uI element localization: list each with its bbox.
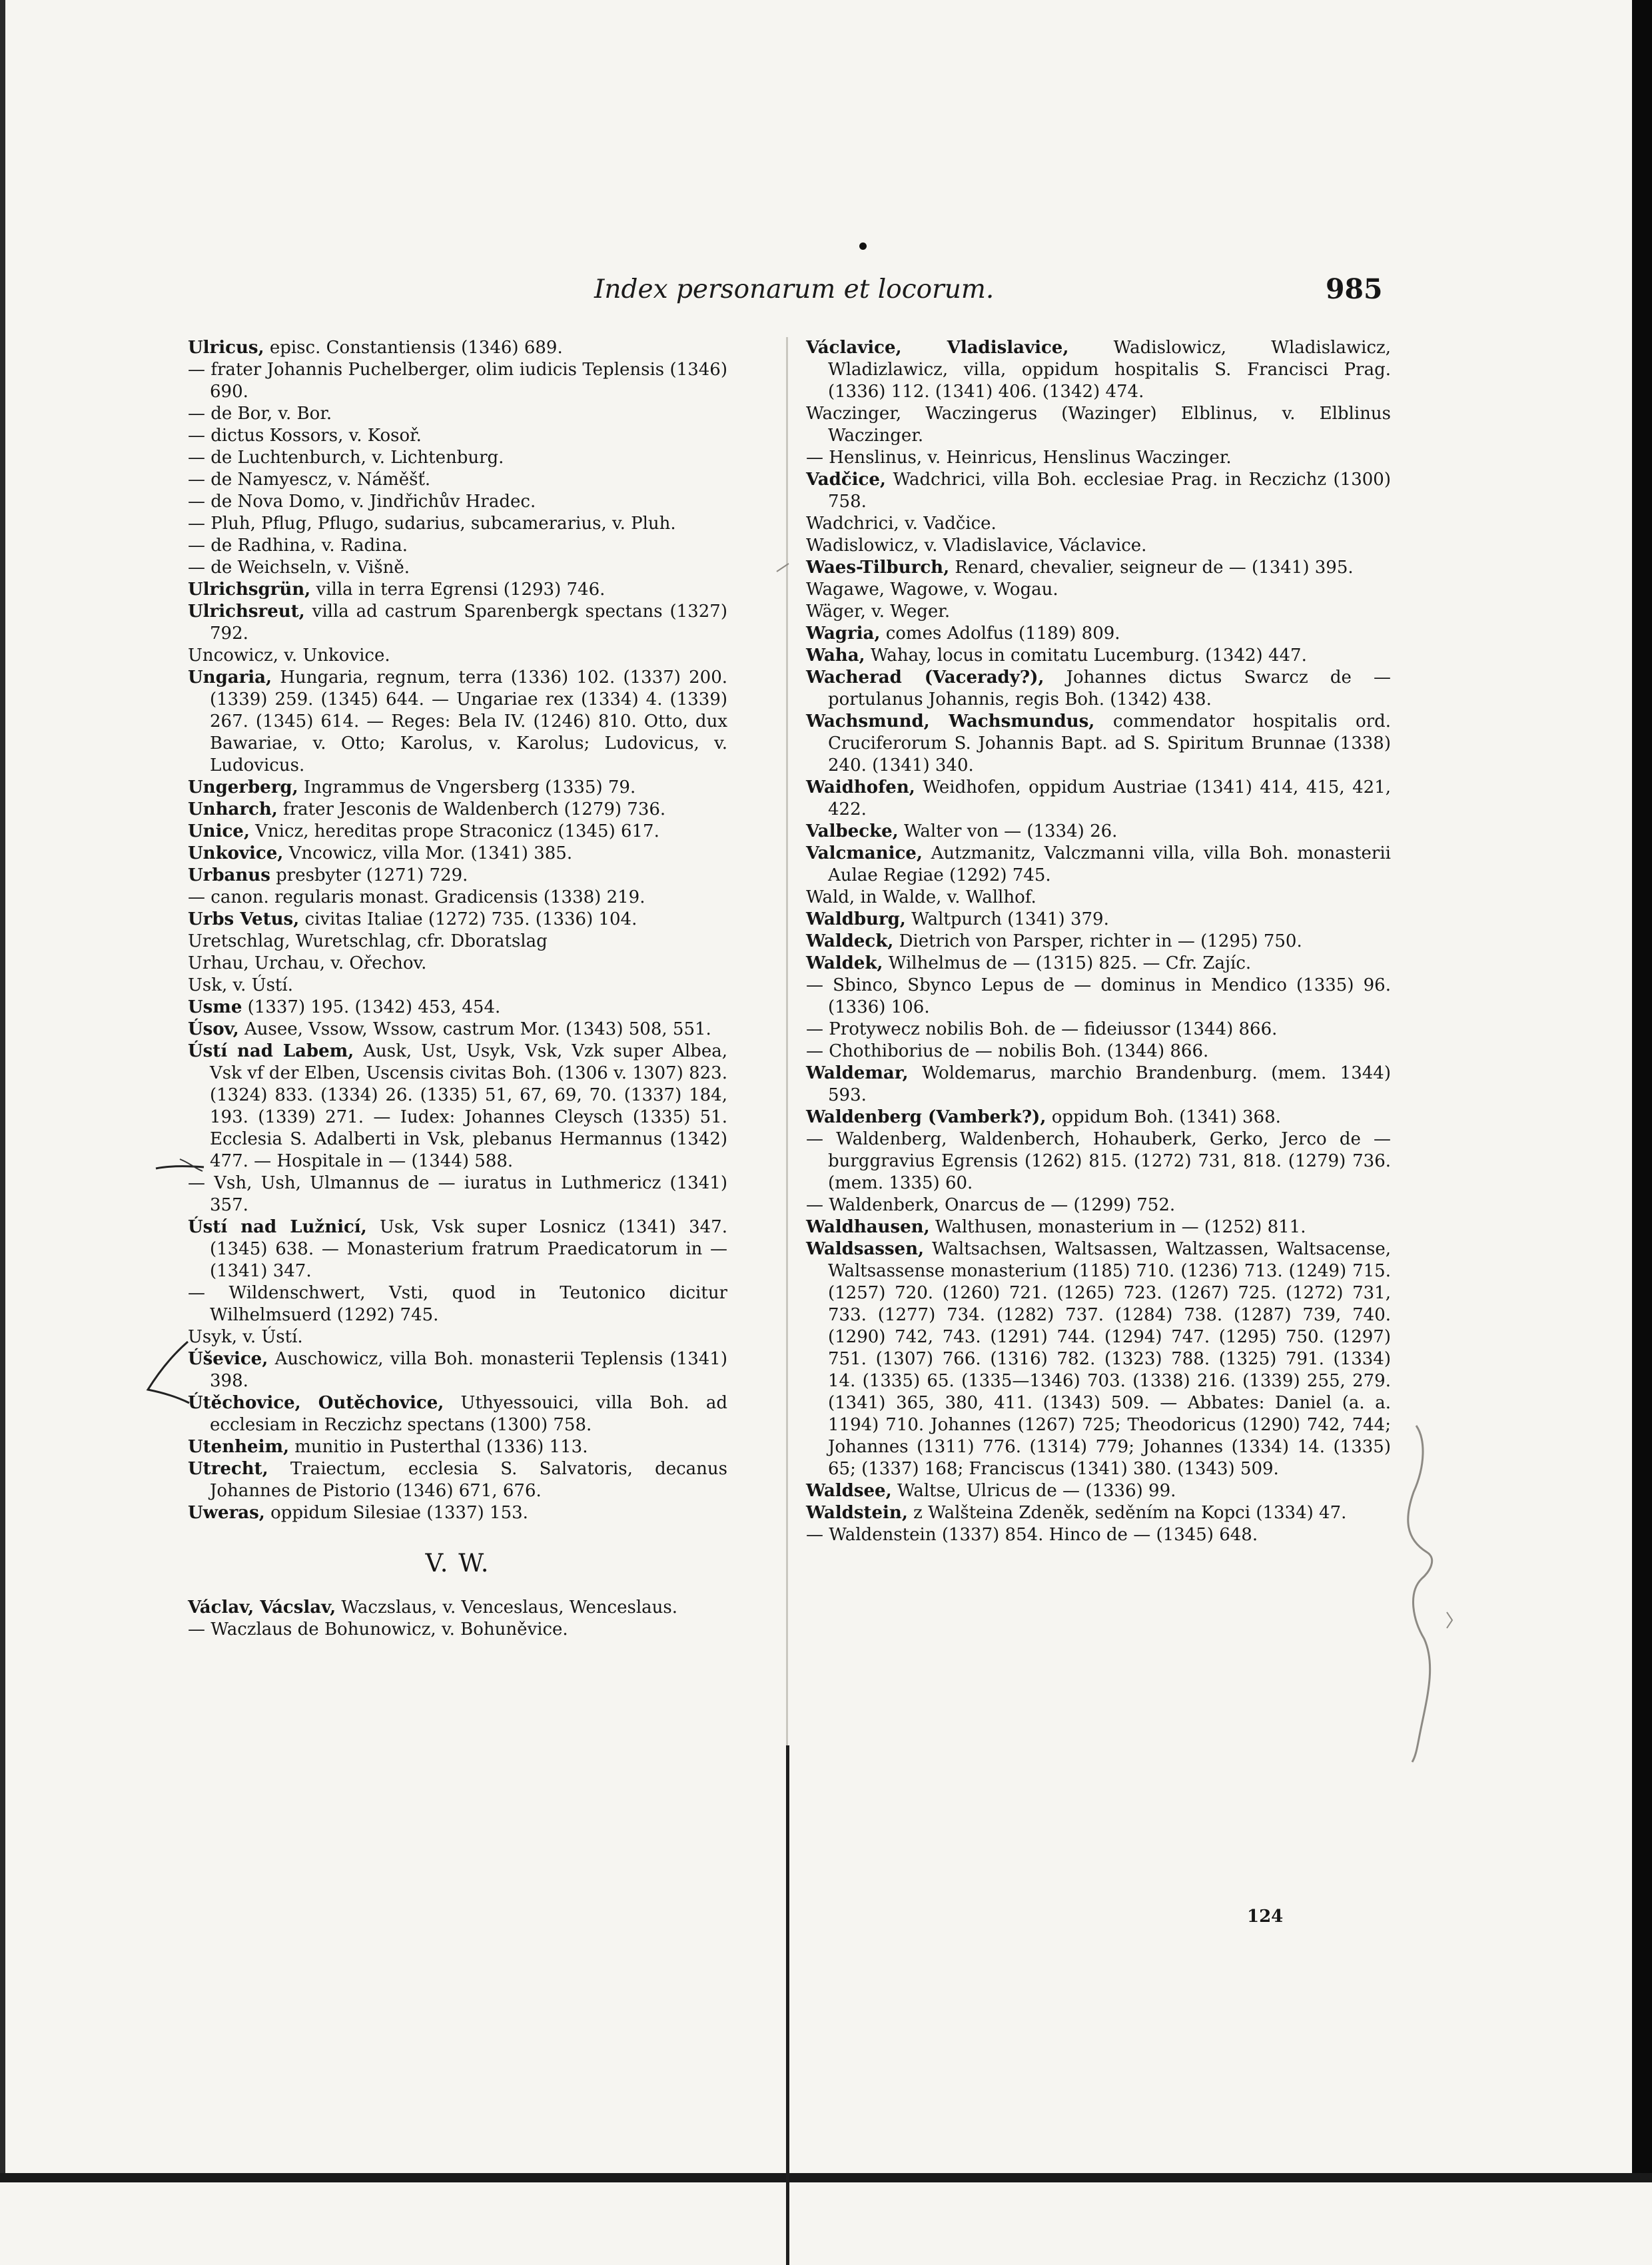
index-entry — [188, 337, 727, 359]
entry-text: Vnicz, hereditas prope Straconicz (1345) 617. — [255, 821, 659, 841]
entry-text: Uthyessouici, villa Boh. ad ecclesiam in Reczichz spectans (1300) 758. — [210, 1393, 727, 1435]
entry-text: — Vsh, Ush, Ulmannus de — iuratus in Luthmericz (1341) 357. — [188, 1173, 727, 1215]
entry-text: Walthusen, monasterium in — (1252) 811. — [935, 1217, 1306, 1237]
entry-headword: Waha, — [806, 646, 865, 666]
entry-text: Wald, in Walde, v. Wallhof. — [806, 887, 1036, 907]
entry-text: — Waldenberg, Waldenberch, Hohauberk, Gerko, Jerco de — burggravius Egrensis (1262) 815. (1272) 731, 818. (1279) 736. (mem. 1335) 60. — [806, 1129, 1391, 1193]
pencil-bracket-mark — [1386, 1419, 1465, 1765]
index-entry — [806, 601, 1391, 623]
entry-headword: Úševice, — [188, 1349, 268, 1369]
running-head: Index personarum et locorum. — [594, 274, 995, 304]
entry-headword: Valbecke, — [806, 821, 899, 841]
entry-text: Waczslaus, v. Venceslaus, Wenceslaus. — [341, 1597, 677, 1617]
entry-text: Uretschlag, Wuretschlag, cfr. Dboratslag — [188, 931, 548, 951]
entry-headword: Usme — [188, 997, 242, 1017]
index-entry — [806, 1480, 1391, 1502]
entry-headword: Uweras, — [188, 1503, 265, 1523]
entry-text: episc. Constantiensis (1346) 689. — [269, 338, 563, 358]
handwritten-arrow-mark — [153, 1152, 206, 1192]
index-entry — [806, 975, 1391, 1019]
index-entry — [806, 887, 1391, 909]
entry-text: Johannes dictus Swarcz de — portulanus Johannis, regis Boh. (1342) 438. — [828, 668, 1391, 709]
index-entry — [188, 865, 727, 887]
entry-headword: Waes-Tilburch, — [806, 558, 950, 578]
index-entry — [806, 1238, 1391, 1480]
index-entry — [188, 469, 727, 491]
entry-headword: Unkovice, — [188, 843, 284, 863]
index-entry — [188, 799, 727, 821]
entry-text: Walter von — (1334) 26. — [903, 821, 1118, 841]
index-entry — [806, 931, 1391, 953]
entry-text: Usyk, v. Ústí. — [188, 1327, 303, 1347]
entry-headword: Urbanus — [188, 865, 270, 885]
entry-text: villa in terra Egrensi (1293) 746. — [316, 580, 606, 600]
page-number: 985 — [1326, 273, 1383, 305]
entry-text: Wäger, v. Weger. — [806, 602, 951, 622]
index-entry — [806, 843, 1391, 887]
entry-text: Wahay, locus in comitatu Lucemburg. (1342) 447. — [870, 646, 1307, 666]
index-entry — [188, 887, 727, 909]
entry-headword: Václav, Vácslav, — [188, 1597, 336, 1617]
index-entry — [188, 425, 727, 447]
index-entry — [806, 337, 1391, 403]
entry-headword: Waldeck, — [806, 931, 894, 951]
entry-text: Ausk, Ust, Usyk, Vsk, Vzk super Albea, Vsk vf der Elben, Uscensis civitas Boh. (1306 v. 1307) 823. (1324) 833. (1334) 26. (1335) 51, 67, 69, 70. (1337) 184, 193. (1339) 271. — Iudex: Johannes Cleysch (1335) 51. Ecclesia S. Adalberti in Vsk, plebanus Hermannus (1342) 477. — Hospitale in — (1344) 588. — [210, 1041, 727, 1171]
left-tail-entries — [188, 1597, 727, 1641]
entry-text: — Chothiborius de — nobilis Boh. (1344) 866. — [806, 1041, 1209, 1061]
index-entry — [188, 1326, 727, 1348]
index-entry — [806, 1019, 1391, 1041]
index-entry — [188, 535, 727, 557]
entry-text: Renard, chevalier, seigneur de — (1341) 395. — [955, 558, 1354, 578]
entry-text: z Walšteina Zdeněk, seděním na Kopci (1334) 47. — [913, 1503, 1347, 1523]
entry-text: Ausee, Vssow, Wssow, castrum Mor. (1343) 508, 551. — [244, 1019, 711, 1039]
entry-headword: Ústí nad Lužnicí, — [188, 1217, 367, 1237]
index-entry — [188, 1597, 727, 1619]
index-entry — [188, 601, 727, 645]
index-entry — [188, 953, 727, 975]
index-entry — [806, 909, 1391, 931]
entry-headword: Ungerberg, — [188, 777, 298, 797]
entry-text: oppidum Boh. (1341) 368. — [1051, 1107, 1281, 1127]
entry-headword: Ulricus, — [188, 338, 264, 358]
index-entry — [188, 645, 727, 667]
entry-headword: Waidhofen, — [806, 777, 915, 797]
entry-headword: Wacherad (Vacerady?), — [806, 668, 1044, 687]
entry-text: commendator hospitalis ord. Cruciferorum S. Johannis Bapt. ad S. Spiritum Brunnae (1338) 240. (1341) 340. — [828, 711, 1391, 775]
entry-text: — Sbinco, Sbynco Lepus de — dominus in Mendico (1335) 96. (1336) 106. — [806, 975, 1391, 1017]
index-entry — [188, 579, 727, 601]
scan-edge-left — [0, 0, 5, 2182]
index-entry — [188, 1041, 727, 1172]
index-entry — [188, 1019, 727, 1041]
index-entry — [806, 403, 1391, 447]
entry-text: — de Bor, v. Bor. — [188, 404, 332, 424]
entry-text: munitio in Pusterthal (1336) 113. — [294, 1437, 588, 1457]
index-entry — [806, 1502, 1391, 1524]
index-entry — [188, 997, 727, 1019]
index-entry — [188, 975, 727, 997]
index-entry — [188, 777, 727, 799]
index-entry — [806, 777, 1391, 821]
entry-text: — canon. regularis monast. Gradicensis (1338) 219. — [188, 887, 645, 907]
entry-headword: Waldsee, — [806, 1481, 892, 1501]
index-entry — [188, 1282, 727, 1326]
index-entry — [188, 1172, 727, 1216]
entry-text: presbyter (1271) 729. — [276, 865, 468, 885]
entry-headword: Waldemar, — [806, 1063, 909, 1083]
column-rule-marked — [786, 1745, 789, 2265]
entry-text: — Protywecz nobilis Boh. de — fideiussor (1344) 866. — [806, 1019, 1278, 1039]
entry-text: — Henslinus, v. Heinricus, Henslinus Waczinger. — [806, 448, 1232, 468]
index-entry — [806, 1129, 1391, 1194]
entry-headword: Ulrichsreut, — [188, 602, 305, 622]
handwritten-bracket-mark — [141, 1339, 201, 1412]
entry-text: — Waldenberk, Onarcus de — (1299) 752. — [806, 1195, 1176, 1215]
entry-headword: Unice, — [188, 821, 250, 841]
scan-edge-right — [1632, 0, 1652, 2182]
entry-headword: Václavice, Vladislavice, — [806, 338, 1069, 358]
entry-text: frater Jesconis de Waldenberch (1279) 736. — [283, 799, 666, 819]
entry-headword: Unharch, — [188, 799, 278, 819]
index-entry — [806, 645, 1391, 667]
entry-text: Traiectum, ecclesia S. Salvatoris, decanus Johannes de Pistorio (1346) 671, 676. — [210, 1459, 727, 1501]
entry-text: Wadchrici, villa Boh. ecclesiae Prag. in Reczichz (1300) 758. — [828, 470, 1391, 512]
index-entry — [188, 403, 727, 425]
right-column — [806, 337, 1391, 1546]
right-entries — [806, 337, 1391, 1546]
index-entry — [806, 821, 1391, 843]
index-entry — [806, 579, 1391, 601]
entry-headword: Waldstein, — [806, 1503, 908, 1523]
entry-headword: Úsov, — [188, 1019, 239, 1039]
entry-headword: Utenheim, — [188, 1437, 290, 1457]
entry-text: (1337) 195. (1342) 453, 454. — [247, 997, 501, 1017]
entry-text: Wadchrici, v. Vadčice. — [806, 514, 997, 534]
entry-text: Weidhofen, oppidum Austriae (1341) 414, 415, 421, 422. — [828, 777, 1391, 819]
entry-headword: Waldhausen, — [806, 1217, 930, 1237]
index-entry — [188, 821, 727, 843]
index-entry — [806, 469, 1391, 513]
entry-text: comes Adolfus (1189) 809. — [885, 624, 1120, 644]
entry-text: — de Weichseln, v. Višně. — [188, 558, 410, 578]
entry-text: — frater Johannis Puchelberger, olim iudicis Teplensis (1346) 690. — [188, 360, 727, 402]
index-entry — [188, 1619, 727, 1641]
entry-text: Wilhelmus de — (1315) 825. — Cfr. Zajíc. — [888, 953, 1252, 973]
entry-text: Usk, Vsk super Losnicz (1341) 347. (1345) 638. — Monasterium fratrum Praedicatorum in — (1341) 347. — [210, 1217, 727, 1281]
entry-text: Vncowicz, villa Mor. (1341) 385. — [288, 843, 573, 863]
index-entry — [188, 491, 727, 513]
entry-headword: Ústí nad Labem, — [188, 1041, 354, 1061]
entry-headword: Vadčice, — [806, 470, 886, 490]
entry-text: — de Nova Domo, v. Jindřichův Hradec. — [188, 492, 536, 512]
index-entry — [806, 1041, 1391, 1063]
entry-text: Dietrich von Parsper, richter in — (1295) 750. — [899, 931, 1302, 951]
index-entry — [806, 1194, 1391, 1216]
index-entry — [806, 557, 1391, 579]
entry-text: villa ad castrum Sparenbergk spectans (1327) 792. — [210, 602, 727, 644]
index-entry — [806, 667, 1391, 711]
entry-text: Woldemarus, marchio Brandenburg. (mem. 1344) 593. — [828, 1063, 1391, 1105]
entry-text: civitas Italiae (1272) 735. (1336) 104. — [304, 909, 637, 929]
entry-headword: Wagria, — [806, 624, 881, 644]
index-entry — [806, 623, 1391, 645]
entry-text: Uncowicz, v. Unkovice. — [188, 646, 390, 666]
ink-dot — [859, 242, 867, 250]
index-entry — [188, 843, 727, 865]
entry-text: Wagawe, Wagowe, v. Wogau. — [806, 580, 1058, 600]
entry-headword: Waldek, — [806, 953, 883, 973]
index-entry — [806, 953, 1391, 975]
entry-headword: Ungaria, — [188, 668, 272, 687]
entry-text: Wadislowicz, Wladislawicz, Wladizlawicz, villa, oppidum hospitalis S. Francisci Prag. (1336) 112. (1341) 406. (1342) 474. — [828, 338, 1391, 402]
entry-headword: Utrecht, — [188, 1459, 268, 1479]
entry-text: — dictus Kossors, v. Kosoř. — [188, 426, 422, 446]
entry-headword: Waldenberg (Vamberk?), — [806, 1107, 1046, 1127]
entry-headword: Waldburg, — [806, 909, 906, 929]
index-entry — [806, 1107, 1391, 1129]
left-column — [188, 337, 727, 1641]
index-entry — [806, 447, 1391, 469]
entry-text: — Waldenstein (1337) 854. Hinco de — (1345) 648. — [806, 1525, 1258, 1545]
pencil-tick-mark — [774, 557, 794, 577]
entry-text: Hungaria, regnum, terra (1336) 102. (1337) 200. (1339) 259. (1345) 644. — Ungariae rex (1334) 4. (1339) 267. (1345) 614. — Reges: Bela IV. (1246) 810. Otto, dux Bawariae, v. Otto; Karolus, v. Karolus; Ludovicus, v. Ludovicus. — [210, 668, 727, 775]
index-entry — [188, 1458, 727, 1502]
index-entry — [188, 667, 727, 777]
section-heading: V. W. — [425, 1549, 490, 1578]
index-entry — [806, 711, 1391, 777]
scan-edge-bottom — [0, 2173, 1652, 2182]
index-entry — [188, 447, 727, 469]
entry-headword: Valcmanice, — [806, 843, 923, 863]
entry-text: Usk, v. Ústí. — [188, 975, 293, 995]
index-entry — [188, 557, 727, 579]
entry-text: oppidum Silesiae (1337) 153. — [270, 1503, 528, 1523]
entry-text: Wadislowicz, v. Vladislavice, Václavice. — [806, 536, 1147, 556]
index-entry — [188, 909, 727, 931]
entry-text: Waltsachsen, Waltsassen, Waltzassen, Waltsacense, Waltsassense monasterium (1185) 710. (1236) 713. (1249) 715. (1257) 720. (1260) 721. (1265) 723. (1267) 725. (1272) 731, 733. (1277) 734. (1282) 737. (1284) 738. (1287) 739, 740. (1290) 742, 743. (1291) 744. (1294) 747. (1295) 750. (1297) 751. (1307) 766. (1316) 782. (1323) 788. (1325) 791. (1334) 14. (1335) 65. (1335—1346) 703. (1338) 216. (1339) 255, 279. (1341) 365, 380, 411. (1343) 509. — Abbates: Daniel (a. a. 1194) 710. Johannes (1267) 725; Theodoricus (1290) 742, 744; Johannes (1311) 776. (1314) 779; Johannes (1334) 14. (1335) 65; (1337) 168; Franciscus (1341) 380. (1343) 509. — [828, 1239, 1391, 1479]
entry-text: — de Namyescz, v. Náměšť. — [188, 470, 431, 490]
entry-text: Urhau, Urchau, v. Ořechov. — [188, 953, 427, 973]
entry-text: Ingrammus de Vngersberg (1335) 79. — [303, 777, 636, 797]
entry-text: — Waczlaus de Bohunowicz, v. Bohuněvice. — [188, 1619, 568, 1639]
entry-headword: Urbs Vetus, — [188, 909, 300, 929]
index-entry — [188, 513, 727, 535]
entry-headword: Wachsmund, Wachsmundus, — [806, 711, 1095, 731]
entry-text: — Wildenschwert, Vsti, quod in Teutonico dicitur Wilhelmsuerd (1292) 745. — [188, 1283, 727, 1325]
index-entry — [806, 513, 1391, 535]
entry-text: Waltse, Ulricus de — (1336) 99. — [897, 1481, 1176, 1501]
index-entry — [188, 1436, 727, 1458]
entry-headword: Ulrichsgrün, — [188, 580, 311, 600]
index-entry — [188, 1392, 727, 1436]
entry-text: Waczinger, Waczingerus (Wazinger) Elblinus, v. Elblinus Waczinger. — [806, 404, 1391, 446]
left-entries — [188, 337, 727, 1524]
index-entry — [806, 1216, 1391, 1238]
entry-headword: Waldsassen, — [806, 1239, 925, 1259]
entry-text: — Pluh, Pflug, Pflugo, sudarius, subcamerarius, v. Pluh. — [188, 514, 676, 534]
sheet-signature: 124 — [1247, 1907, 1284, 1927]
index-entry — [806, 1063, 1391, 1107]
index-entry — [188, 1216, 727, 1282]
index-entry — [806, 535, 1391, 557]
index-entry — [188, 931, 727, 953]
index-entry — [188, 1348, 727, 1392]
index-entry — [188, 1502, 727, 1524]
entry-text: Autzmanitz, Valczmanni villa, villa Boh. monasterii Aulae Regiae (1292) 745. — [828, 843, 1391, 885]
entry-text: — de Luchtenburch, v. Lichtenburg. — [188, 448, 504, 468]
entry-text: Auschowicz, villa Boh. monasterii Teplensis (1341) 398. — [210, 1349, 727, 1391]
index-entry — [806, 1524, 1391, 1546]
entry-headword: Útěchovice, Outěchovice, — [188, 1393, 444, 1413]
index-entry — [188, 359, 727, 403]
entry-text: — de Radhina, v. Radina. — [188, 536, 408, 556]
entry-text: Waltpurch (1341) 379. — [911, 909, 1109, 929]
